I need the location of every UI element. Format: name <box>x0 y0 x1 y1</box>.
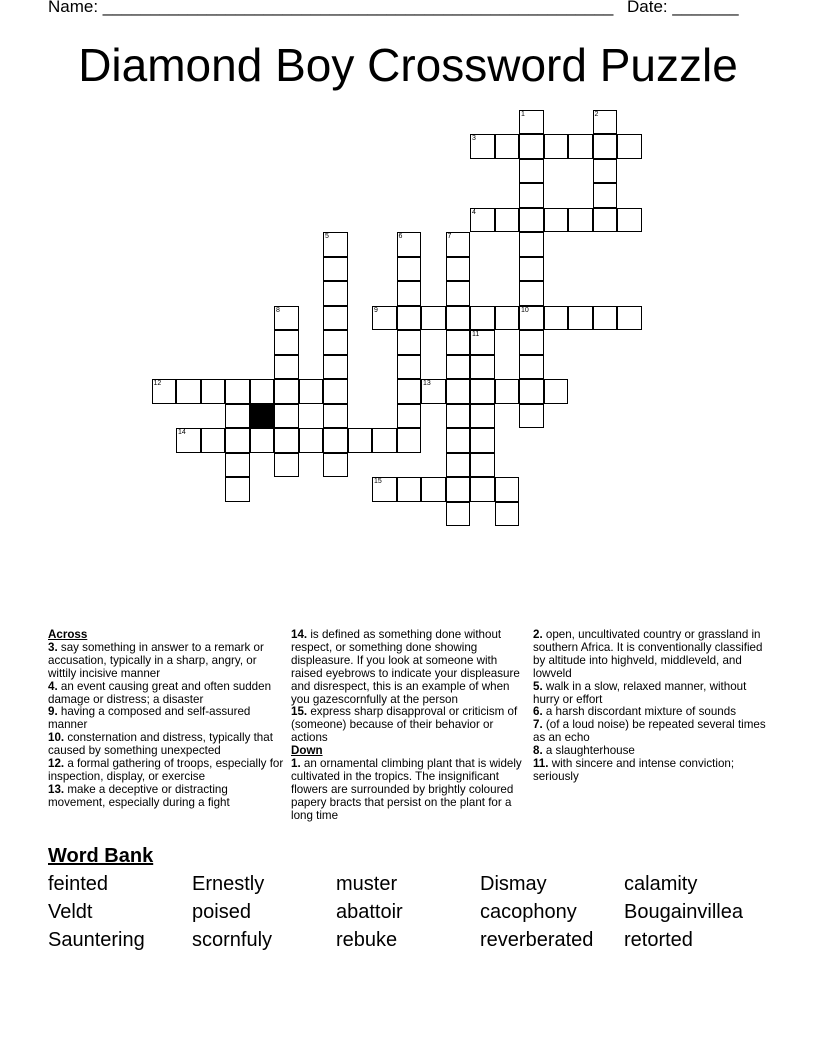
clue-number-label: 11. <box>533 757 549 771</box>
clue <box>533 629 769 681</box>
grid-cell[interactable] <box>299 379 324 404</box>
grid-cell[interactable] <box>446 355 471 380</box>
grid-cell[interactable] <box>470 404 495 429</box>
grid-cell[interactable] <box>519 257 544 282</box>
clue <box>48 784 284 810</box>
grid-cell[interactable] <box>225 453 250 478</box>
grid-cell[interactable] <box>470 428 495 453</box>
grid-cell[interactable] <box>446 379 471 404</box>
grid-cell[interactable] <box>593 134 618 159</box>
clue-number: 4 <box>472 208 476 216</box>
grid-cell[interactable] <box>519 159 544 184</box>
name-field-label: Name: ______________________________________________________ <box>48 0 614 16</box>
grid-cell[interactable] <box>519 110 544 135</box>
page-title: Diamond Boy Crossword Puzzle <box>78 39 738 91</box>
grid-cell[interactable] <box>470 477 495 502</box>
grid-cell[interactable] <box>201 428 226 453</box>
grid-cell[interactable] <box>299 428 324 453</box>
word-bank-word: rebuke <box>336 929 398 951</box>
clue-number: 1 <box>521 110 525 118</box>
word-bank-word: scornfuly <box>192 929 273 951</box>
grid-cell[interactable] <box>568 306 593 331</box>
clue <box>291 758 527 823</box>
clue-number-label: 14. <box>291 628 308 641</box>
grid-cell[interactable] <box>519 379 544 404</box>
grid-cell[interactable] <box>323 379 348 404</box>
grid-cell[interactable] <box>495 208 520 233</box>
grid-cell[interactable] <box>446 453 471 478</box>
grid-cell[interactable] <box>495 379 520 404</box>
grid-cell[interactable] <box>372 428 397 453</box>
grid-cell[interactable] <box>446 257 471 282</box>
grid-cell[interactable] <box>152 379 177 404</box>
clue-number: 15 <box>374 478 382 485</box>
clue-number-label: 3. <box>48 640 58 654</box>
grid-cell[interactable] <box>470 306 495 331</box>
clue-number: 5 <box>325 233 329 240</box>
clue-text: make a deceptive or distracting movement, especially during a fight <box>48 782 230 809</box>
grid-cell[interactable] <box>225 379 250 404</box>
clue-text: walk in a slow, relaxed manner, without hurry or effort <box>533 679 747 706</box>
grid-cell[interactable] <box>201 379 226 404</box>
word-bank-word: poised <box>192 901 251 923</box>
grid-cell[interactable] <box>519 404 544 429</box>
word-bank-word: Dismay <box>480 873 547 895</box>
grid-cell[interactable] <box>323 453 348 478</box>
grid-cell[interactable] <box>323 281 348 306</box>
grid-cell[interactable] <box>593 110 618 135</box>
clue <box>48 732 284 758</box>
clue-number-label: 10. <box>48 731 65 745</box>
grid-cell[interactable] <box>372 306 397 331</box>
word-bank-word: muster <box>336 873 398 895</box>
word-bank-word: retorted <box>624 929 693 951</box>
word-bank-word: calamity <box>624 873 698 895</box>
grid-cell[interactable] <box>176 428 201 453</box>
grid-cell[interactable] <box>397 355 422 380</box>
clue-number-label: 8. <box>533 744 543 758</box>
word-bank-word: Veldt <box>48 901 93 923</box>
grid-cell[interactable] <box>593 183 618 208</box>
grid-cell[interactable] <box>519 183 544 208</box>
word-bank-word: feinted <box>48 873 109 895</box>
clue-text: consternation and distress, typically that caused by something unexpected <box>48 731 273 758</box>
grid-cell[interactable] <box>397 257 422 282</box>
grid-cell[interactable] <box>323 257 348 282</box>
clue-number: 9 <box>374 306 378 314</box>
clue <box>533 681 769 707</box>
grid-cell[interactable] <box>470 453 495 478</box>
clue <box>48 642 284 681</box>
clues-column-2 <box>291 629 527 823</box>
grid-cell[interactable] <box>323 330 348 355</box>
grid-cell[interactable] <box>495 306 520 331</box>
grid-cell[interactable] <box>446 330 471 355</box>
clue-number: 13 <box>423 380 431 387</box>
grid-cell[interactable] <box>593 306 618 331</box>
grid-cell[interactable] <box>470 355 495 380</box>
grid-cell[interactable] <box>397 477 422 502</box>
grid-cell[interactable] <box>323 306 348 331</box>
grid-cell[interactable] <box>544 379 569 404</box>
grid-cell[interactable] <box>397 428 422 453</box>
grid-cell[interactable] <box>519 208 544 233</box>
clue-text: with sincere and intense conviction; seriously <box>533 757 735 783</box>
word-bank-word: reverberated <box>480 929 594 951</box>
word-bank-title: Word Bank <box>48 845 154 867</box>
clue-number-label: 15. <box>291 705 308 719</box>
clue-number-label: 7. <box>533 718 543 732</box>
grid-cell[interactable] <box>593 208 618 233</box>
clue-number: 11 <box>472 331 480 338</box>
clue-text: (of a loud noise) be repeated several times as an echo <box>533 718 766 745</box>
grid-cell[interactable] <box>519 134 544 159</box>
clue-number: 6 <box>398 233 403 240</box>
grid-cell[interactable] <box>421 379 446 404</box>
clue-number-label: 12. <box>48 757 65 771</box>
grid-cell[interactable] <box>348 428 373 453</box>
clue-number: 14 <box>178 429 186 436</box>
grid-cell[interactable] <box>250 379 275 404</box>
clue-number: 2 <box>594 110 599 118</box>
clue-text: a formal gathering of troops, especially for inspection, display, or exercise <box>48 757 284 783</box>
clue-number-label: 9. <box>48 705 58 719</box>
grid-cell[interactable] <box>274 355 299 380</box>
clue <box>48 681 284 707</box>
grid-cell[interactable] <box>446 281 471 306</box>
clue-number: 10 <box>521 306 529 314</box>
grid-cell[interactable] <box>250 428 275 453</box>
clue-number: 12 <box>153 380 162 387</box>
clue-text: having a composed and self-assured manner <box>48 705 251 732</box>
grid-cell[interactable] <box>274 453 299 478</box>
grid-cell[interactable] <box>323 355 348 380</box>
grid-cell[interactable] <box>446 306 471 331</box>
clue-text: express sharp disapproval or criticism of (someone) because of their behavior or actions <box>291 705 518 745</box>
grid-cell[interactable] <box>397 404 422 429</box>
grid-cell[interactable] <box>568 134 593 159</box>
clue-text: say something in answer to a remark or accusation, typically in a sharp, angry, or wittily incisive manner <box>48 640 264 680</box>
grid-cell[interactable] <box>397 379 422 404</box>
grid-cell[interactable] <box>617 134 642 159</box>
clue-number-label: 5. <box>533 679 543 693</box>
grid-cell[interactable] <box>519 306 544 331</box>
grid-cell[interactable] <box>372 477 397 502</box>
word-bank-word: abattoir <box>336 901 403 923</box>
clue-number: 3 <box>472 135 476 142</box>
grid-cell[interactable] <box>421 477 446 502</box>
grid-cell[interactable] <box>593 159 618 184</box>
clue <box>48 758 284 784</box>
word-bank-word: Sauntering <box>48 929 145 951</box>
grid-cell[interactable] <box>446 477 471 502</box>
clue-text: is defined as something done without respect, or something done showing displeasure. If you look at someone with raised eyebrows to indicate your displeasure and disrespect, this is an example of when you gazescornfully at the person <box>291 628 520 706</box>
grid-cell[interactable] <box>446 404 471 429</box>
down-clue-list-continued <box>533 629 769 784</box>
grid-cell[interactable] <box>519 232 544 257</box>
grid-cell[interactable] <box>274 404 299 429</box>
grid-cell[interactable] <box>274 379 299 404</box>
grid-cell[interactable] <box>617 306 642 331</box>
clue <box>48 706 284 732</box>
grid-cell[interactable] <box>176 379 201 404</box>
grid-cell[interactable] <box>225 477 250 502</box>
clue-text: an event causing great and often sudden damage or distress; a disaster <box>48 679 272 706</box>
clue-text: an ornamental climbing plant that is widely cultivated in the tropics. The insignificant flowers are surrounded by brightly coloured papery bracts that persist on the plant for a long time <box>291 757 522 822</box>
clue <box>533 758 769 784</box>
grid-cell[interactable] <box>274 330 299 355</box>
grid-cell[interactable] <box>274 428 299 453</box>
clue-number-label: 4. <box>48 679 58 693</box>
grid-cell[interactable] <box>544 208 569 233</box>
grid-cell[interactable] <box>397 330 422 355</box>
grid-cell[interactable] <box>446 502 471 527</box>
clue-text: a harsh discordant mixture of sounds <box>542 705 737 719</box>
clue-text: a slaughterhouse <box>542 744 635 758</box>
down-clue-list <box>291 758 527 823</box>
grid-cell[interactable] <box>519 281 544 306</box>
word-bank-word: Bougainvillea <box>624 901 743 923</box>
grid-cell[interactable] <box>397 232 422 257</box>
clues-column-3 <box>533 629 769 784</box>
word-bank-word: Ernestly <box>192 873 265 895</box>
grid-cell[interactable] <box>470 379 495 404</box>
clue-number-label: 2. <box>533 628 543 641</box>
date-field-label: Date: _______ <box>627 0 739 16</box>
word-bank-word: cacophony <box>480 901 577 923</box>
grid-cell[interactable] <box>274 306 299 331</box>
grid-cell[interactable] <box>323 232 348 257</box>
across-clue-list-continued <box>291 629 527 745</box>
clue-number-label: 1. <box>291 757 301 771</box>
grid-cell[interactable] <box>470 330 495 355</box>
grid-cell[interactable] <box>397 281 422 306</box>
across-clue-list <box>48 642 284 810</box>
grid-cell[interactable] <box>397 306 422 331</box>
grid-cell[interactable] <box>446 232 471 257</box>
grid-cell[interactable] <box>544 306 569 331</box>
clue-number-label: 13. <box>48 782 65 796</box>
grid-cell[interactable] <box>470 134 495 159</box>
grid-cell[interactable] <box>446 428 471 453</box>
grid-cell[interactable] <box>519 330 544 355</box>
down-heading: Down <box>291 744 323 758</box>
clue <box>533 719 769 745</box>
clues-column-1 <box>48 629 284 810</box>
clue-text: open, uncultivated country or grassland in southern Africa. It is conventionally classified by altitude into highveld, middleveld, and lowveld <box>533 628 763 680</box>
grid-cell[interactable] <box>495 477 520 502</box>
grid-cell[interactable] <box>495 134 520 159</box>
clue-number-label: 6. <box>533 705 543 719</box>
grid-cell[interactable] <box>617 208 642 233</box>
grid-cell[interactable] <box>421 306 446 331</box>
clue-number: 7 <box>447 233 452 240</box>
clue-number: 8 <box>276 306 280 314</box>
grid-cell[interactable] <box>568 208 593 233</box>
grid-cell[interactable] <box>323 428 348 453</box>
grid-cell[interactable] <box>519 355 544 380</box>
grid-block <box>250 404 275 429</box>
clue <box>291 629 527 706</box>
grid-cell[interactable] <box>225 404 250 429</box>
grid-cell[interactable] <box>225 428 250 453</box>
clue <box>291 706 527 745</box>
grid-cell[interactable] <box>495 502 520 527</box>
grid-cell[interactable] <box>470 208 495 233</box>
grid-cell[interactable] <box>323 404 348 429</box>
across-heading: Across <box>48 628 88 641</box>
grid-cell[interactable] <box>544 134 569 159</box>
